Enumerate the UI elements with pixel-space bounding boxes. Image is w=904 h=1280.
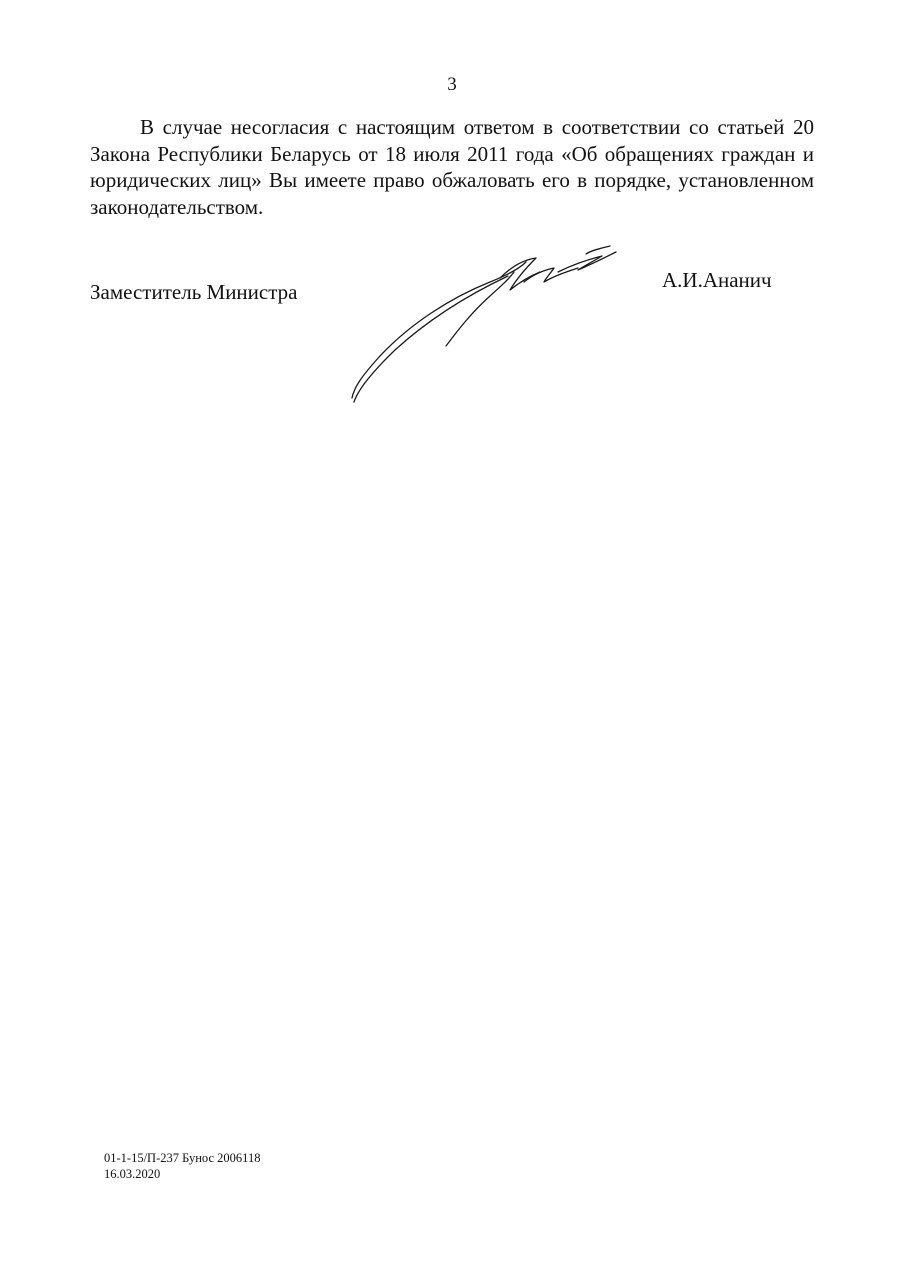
footer-reference-number: 01-1-15/П-237 Бунос 2006118: [104, 1151, 261, 1165]
page-number: 3: [447, 74, 457, 95]
footer-date: 16.03.2020: [104, 1167, 161, 1181]
handwritten-signature: [340, 238, 630, 408]
signer-title: Заместитель Министра: [90, 280, 298, 304]
signer-name: А.И.Ананич: [662, 268, 772, 292]
footer-reference: [104, 1150, 260, 1182]
body-paragraph: В случае несогласия с настоящим ответом в соответствии со статьей 20 Закона Республики Беларусь от 18 июля 2011 года «Об обращениях граждан и юридических лиц» Вы имеете право обжаловать его в порядке, установленном законодательством.: [90, 115, 814, 219]
